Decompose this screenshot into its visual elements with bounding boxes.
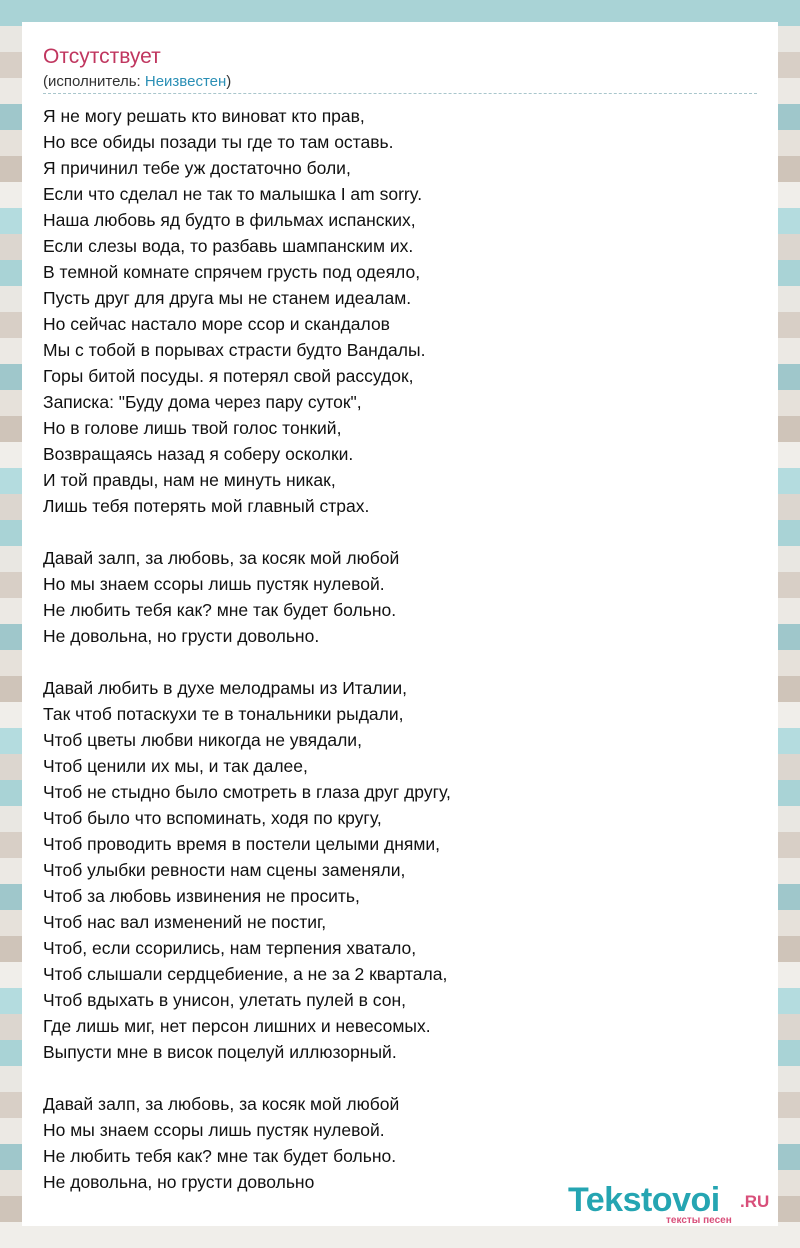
- logo-tld: .RU: [740, 1192, 770, 1211]
- lyric-line: Но сейчас настало море ссор и скандалов: [43, 314, 390, 334]
- lyric-line: Я причинил тебе уж достаточно боли,: [43, 158, 351, 178]
- stanza-break: [43, 519, 451, 545]
- lyric-line: Лишь тебя потерять мой главный страх.: [43, 496, 370, 516]
- lyric-line: Наша любовь яд будто в фильмах испанских,: [43, 210, 416, 230]
- lyric-line: Мы с тобой в порывах страсти будто Вандалы.: [43, 340, 426, 360]
- site-logo[interactable]: [568, 1182, 778, 1226]
- lyric-line: Пусть друг для друга мы не станем идеалам.: [43, 288, 412, 308]
- lyric-line: Чтоб нас вал изменений не постиг,: [43, 912, 327, 932]
- lyric-line: Давай залп, за любовь, за косяк мой любой: [43, 1094, 400, 1114]
- lyric-line: Горы битой посуды. я потерял свой рассудок,: [43, 366, 414, 386]
- lyrics-text: [43, 103, 451, 1195]
- lyric-line: Давай залп, за любовь, за косяк мой любой: [43, 548, 400, 568]
- lyric-line: Не любить тебя как? мне так будет больно.: [43, 600, 397, 620]
- lyric-line: Не довольна, но грусти довольно.: [43, 626, 320, 646]
- lyric-line: Чтоб цветы любви никогда не увядали,: [43, 730, 362, 750]
- lyric-line: Выпусти мне в висок поцелуй иллюзорный.: [43, 1042, 397, 1062]
- lyric-line: Но в голове лишь твой голос тонкий,: [43, 418, 342, 438]
- lyric-line: Если что сделал не так то малышка I am sorry.: [43, 184, 423, 204]
- stanza-break: [43, 649, 451, 675]
- lyric-line: Записка: "Буду дома через пару суток",: [43, 392, 362, 412]
- lyric-line: Чтоб вдыхать в унисон, улетать пулей в сон,: [43, 990, 406, 1010]
- lyric-line: Не довольна, но грусти довольно: [43, 1172, 315, 1192]
- song-title: Отсутствует: [43, 45, 161, 68]
- lyric-line: И той правды, нам не минуть никак,: [43, 470, 336, 490]
- lyric-line: Если слезы вода, то разбавь шампанским их.: [43, 236, 414, 256]
- lyric-line: В темной комнате спрячем грусть под одеяло,: [43, 262, 421, 282]
- lyric-line: Возвращаясь назад я соберу осколки.: [43, 444, 354, 464]
- lyric-line: Давай любить в духе мелодрамы из Италии,: [43, 678, 407, 698]
- dashed-divider: [43, 93, 757, 94]
- lyric-line: Но все обиды позади ты где то там оставь.: [43, 132, 394, 152]
- lyrics-card: [22, 22, 778, 1226]
- logo-tagline: тексты песен: [666, 1215, 732, 1226]
- lyric-line: Чтоб проводить время в постели целыми днями,: [43, 834, 440, 854]
- lyric-line: Где лишь миг, нет персон лишних и невесомых.: [43, 1016, 431, 1036]
- lyric-line: Так чтоб потаскухи те в тональники рыдали,: [43, 704, 404, 724]
- lyric-line: Чтоб ценили их мы, и так далее,: [43, 756, 308, 776]
- lyric-line: Чтоб улыбки ревности нам сцены заменяли,: [43, 860, 406, 880]
- artist-prefix: (исполнитель:: [43, 73, 145, 90]
- lyric-line: Чтоб за любовь извинения не просить,: [43, 886, 360, 906]
- artist-suffix: ): [226, 73, 232, 90]
- lyric-line: Но мы знаем ссоры лишь пустяк нулевой.: [43, 1120, 385, 1140]
- lyric-line: Но мы знаем ссоры лишь пустяк нулевой.: [43, 574, 385, 594]
- lyric-line: Я не могу решать кто виноват кто прав,: [43, 106, 365, 126]
- lyric-line: Не любить тебя как? мне так будет больно.: [43, 1146, 397, 1166]
- logo-name: Tekstovoi: [568, 1181, 720, 1219]
- lyric-line: Чтоб не стыдно было смотреть в глаза друг другу,: [43, 782, 451, 802]
- lyric-line: Чтоб слышали сердцебиение, а не за 2 квартала,: [43, 964, 448, 984]
- artist-link[interactable]: Неизвестен: [144, 73, 227, 90]
- lyric-line: Чтоб было что вспоминать, ходя по кругу,: [43, 808, 382, 828]
- lyric-line: Чтоб, если ссорились, нам терпения хватало,: [43, 938, 417, 958]
- stanza-break: [43, 1065, 451, 1091]
- artist-line: [43, 72, 231, 92]
